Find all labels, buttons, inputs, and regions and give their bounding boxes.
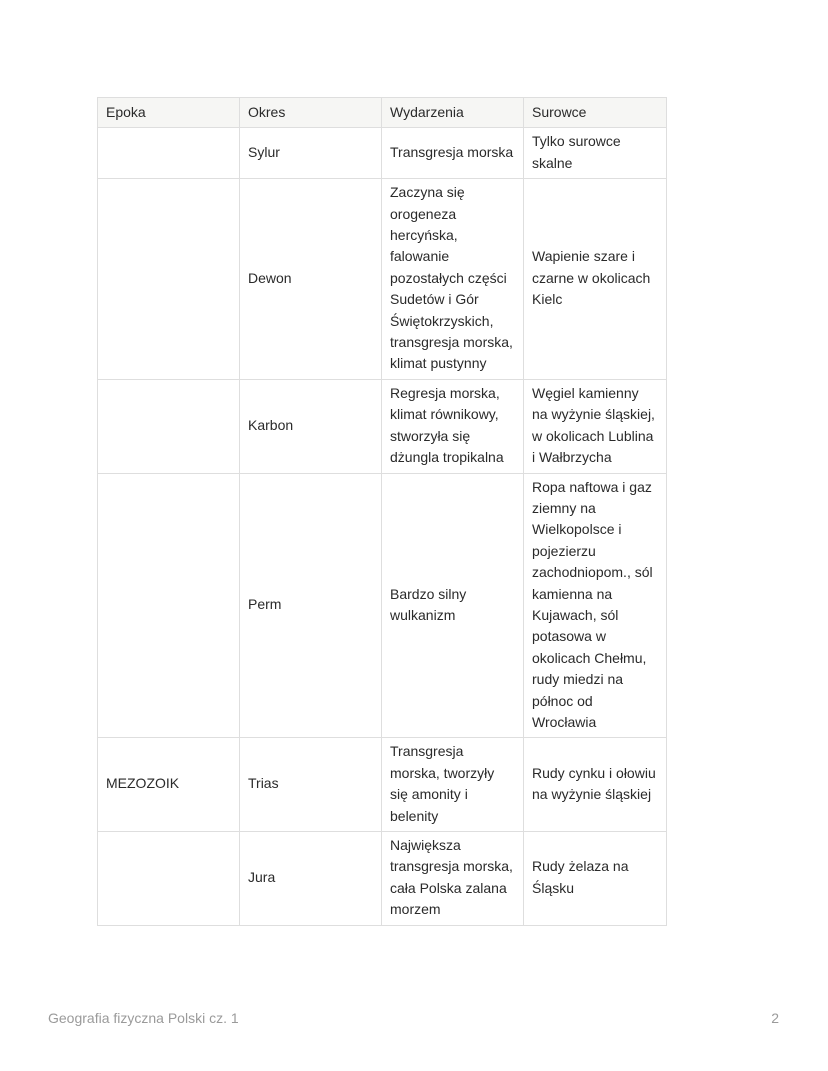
cell-surowce: Rudy cynku i ołowiu na wyżynie śląskiej (524, 738, 667, 832)
cell-okres: Jura (240, 832, 382, 926)
cell-wydarzenia: Transgresja morska (382, 128, 524, 179)
footer-document-title: Geografia fizyczna Polski cz. 1 (48, 1010, 239, 1026)
cell-okres: Sylur (240, 128, 382, 179)
cell-epoka: MEZOZOIK (98, 738, 240, 832)
table-row (98, 179, 667, 380)
cell-surowce: Węgiel kamienny na wyżynie śląskiej, w okolicach Lublina i Wałbrzycha (524, 379, 667, 473)
cell-epoka (98, 379, 240, 473)
cell-okres: Karbon (240, 379, 382, 473)
cell-surowce: Tylko surowce skalne (524, 128, 667, 179)
cell-surowce: Ropa naftowa i gaz ziemny na Wielkopolsce i pojezierzu zachodniopom., sól kamienna na Kujawach, sól potasowa w okolicach Chełmu, rudy miedzi na północ od Wrocławia (524, 473, 667, 738)
header-wydarzenia: Wydarzenia (382, 98, 524, 128)
cell-wydarzenia: Bardzo silny wulkanizm (382, 473, 524, 738)
table-row (98, 832, 667, 926)
cell-epoka (98, 179, 240, 380)
cell-surowce: Rudy żelaza na Śląsku (524, 832, 667, 926)
geology-table (97, 97, 667, 926)
cell-wydarzenia: Największa transgresja morska, cała Polska zalana morzem (382, 832, 524, 926)
cell-epoka (98, 473, 240, 738)
table-row (98, 379, 667, 473)
header-surowce: Surowce (524, 98, 667, 128)
table-row (98, 738, 667, 832)
cell-wydarzenia: Transgresja morska, tworzyły się amonity i belenity (382, 738, 524, 832)
table-header-row (98, 98, 667, 128)
table-row (98, 473, 667, 738)
cell-wydarzenia: Zaczyna się orogeneza hercyńska, falowanie pozostałych części Sudetów i Gór Świętokrzyskich, transgresja morska, klimat pustynny (382, 179, 524, 380)
cell-okres: Dewon (240, 179, 382, 380)
header-epoka: Epoka (98, 98, 240, 128)
table-row (98, 128, 667, 179)
cell-okres: Trias (240, 738, 382, 832)
cell-epoka (98, 832, 240, 926)
cell-wydarzenia: Regresja morska, klimat równikowy, stworzyła się dżungla tropikalna (382, 379, 524, 473)
cell-surowce: Wapienie szare i czarne w okolicach Kielc (524, 179, 667, 380)
header-okres: Okres (240, 98, 382, 128)
cell-okres: Perm (240, 473, 382, 738)
cell-epoka (98, 128, 240, 179)
page-number: 2 (771, 1010, 779, 1026)
